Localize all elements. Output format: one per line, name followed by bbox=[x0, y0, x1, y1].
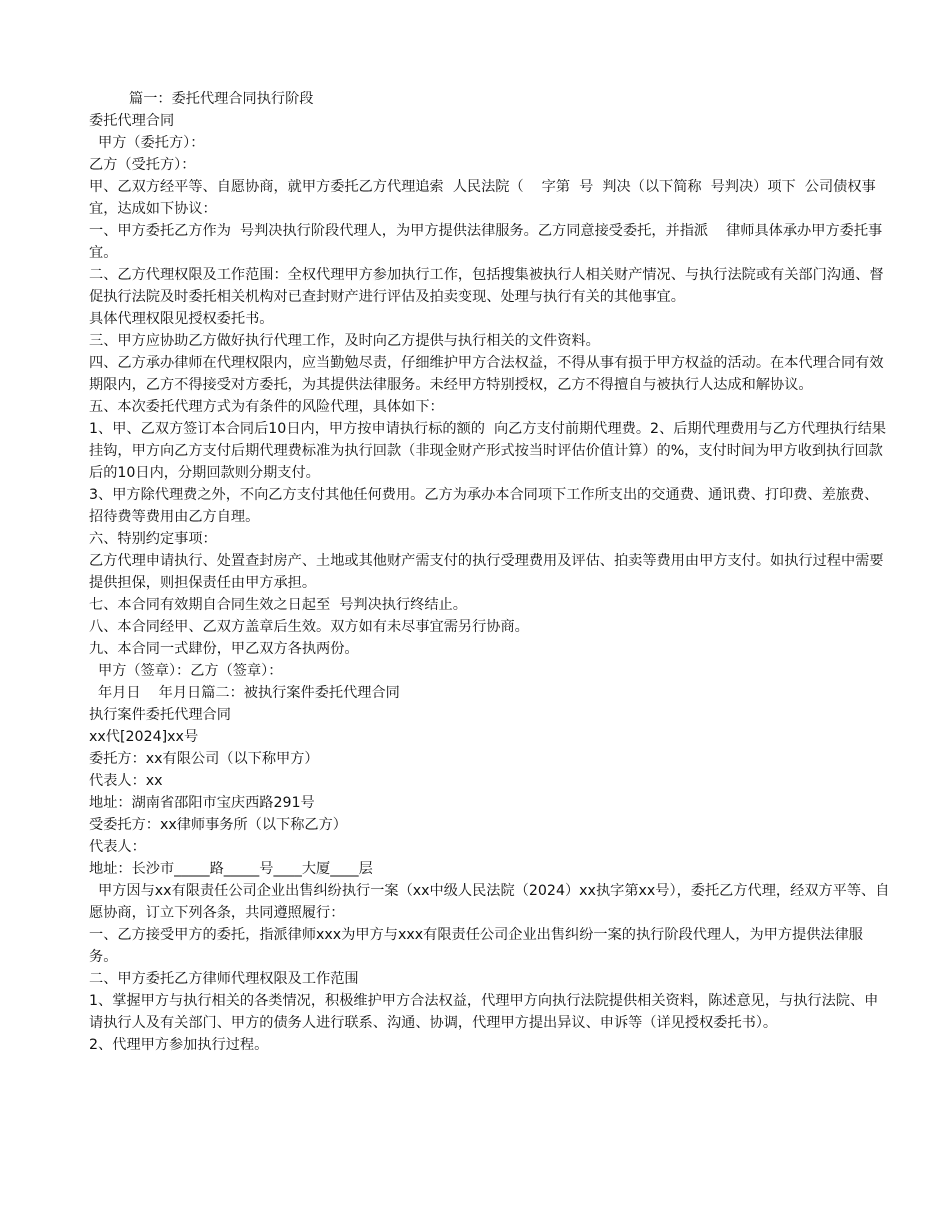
document-paragraph: 六、特别约定事项： bbox=[89, 531, 217, 547]
document-body bbox=[89, 88, 890, 1056]
document-paragraph: 五、本次委托代理方式为有条件的风险代理，具体如下： bbox=[89, 399, 444, 415]
document-paragraph: 3、甲方除代理费之外，不向乙方支付其他任何费用。乙方为承办本合同项下工作所支出的交通费、通讯费、打印费、差旅费、招待费等费用由乙方自理。 bbox=[89, 487, 879, 525]
document-paragraph: 委托方：xx有限公司（以下称甲方） bbox=[89, 751, 319, 767]
document-heading: 篇一：委托代理合同执行阶段 bbox=[129, 91, 314, 107]
document-paragraph: 七、本合同有效期自合同生效之日起至 号判决执行终结止。 bbox=[89, 597, 467, 613]
document-paragraph: 年月日 年月日篇二：被执行案件委托代理合同 bbox=[89, 685, 400, 701]
document-paragraph: 甲、乙双方经平等、自愿协商，就甲方委托乙方代理追索 人民法院（ 字第 号 判决（以下简称 号判决）项下 公司债权事宜，达成如下协议： bbox=[89, 179, 876, 217]
document-paragraph: 1、掌握甲方与执行相关的各类情况，积极维护甲方合法权益，代理甲方向执行法院提供相关资料，陈述意见，与执行法院、申请执行人及有关部门、甲方的债务人进行联系、沟通、协调，代理甲方提出异议、申诉等（详见授权委托书）。 bbox=[89, 993, 879, 1031]
document-paragraph: 八、本合同经甲、乙双方盖章后生效。双方如有未尽事宜需另行协商。 bbox=[89, 619, 529, 635]
document-paragraph: 委托代理合同 bbox=[89, 113, 175, 129]
document-paragraph: 乙方（受托方）： bbox=[89, 157, 196, 173]
document-paragraph: 一、乙方接受甲方的委托，指派律师xxx为甲方与xxx有限责任公司企业出售纠纷一案的执行阶段代理人，为甲方提供法律服务。 bbox=[89, 927, 863, 965]
document-paragraph: 二、甲方委托乙方律师代理权限及工作范围 bbox=[89, 971, 359, 987]
document-paragraph: 执行案件委托代理合同 bbox=[89, 707, 231, 723]
document-paragraph: 乙方代理申请执行、处置查封房产、土地或其他财产需支付的执行受理费用及评估、拍卖等费用由甲方支付。如执行过程中需要提供担保，则担保责任由甲方承担。 bbox=[89, 553, 884, 591]
document-paragraph: 甲方因与xx有限责任公司企业出售纠纷执行一案（xx中级人民法院（2024）xx执字第xx号），委托乙方代理，经双方平等、自愿协商，订立下列各条，共同遵照履行： bbox=[89, 883, 890, 921]
document-paragraph: 地址：长沙市_____路_____号____大厦____层 bbox=[89, 861, 373, 877]
document-paragraph: 二、乙方代理权限及工作范围：全权代理甲方参加执行工作，包括搜集被执行人相关财产情况、与执行法院或有关部门沟通、督促执行法院及时委托相关机构对已查封财产进行评估及拍卖变现、处理与执行有关的其他事宜。 bbox=[89, 267, 884, 305]
document-paragraph: 1、甲、乙双方签订本合同后10日内，甲方按申请执行标的额的 向乙方支付前期代理费。2、后期代理费用与乙方代理执行结果挂钩，甲方向乙方支付后期代理费标准为执行回款（非现金财产形式按当时评估价值计算）的%，支付时间为甲方收到执行回款后的10日内，分期回款则分期支付。 bbox=[89, 421, 887, 481]
document-paragraph: 四、乙方承办律师在代理权限内，应当勤勉尽责，仔细维护甲方合法权益，不得从事有损于甲方权益的活动。在本代理合同有效期限内，乙方不得接受对方委托，为其提供法律服务。未经甲方特别授权，乙方不得擅自与被执行人达成和解协议。 bbox=[89, 355, 884, 393]
document-paragraph: 三、甲方应协助乙方做好执行代理工作，及时向乙方提供与执行相关的文件资料。 bbox=[89, 333, 600, 349]
document-paragraph: 代表人： bbox=[89, 839, 146, 855]
document-paragraph: 代表人：xx bbox=[89, 773, 163, 789]
document-paragraph: 具体代理权限见授权委托书。 bbox=[89, 311, 274, 327]
document-paragraph: 2、代理甲方参加执行过程。 bbox=[89, 1037, 269, 1053]
document-paragraph: 甲方（签章）：乙方（签章）： bbox=[89, 663, 283, 679]
document-paragraph: 一、甲方委托乙方作为 号判决执行阶段代理人，为甲方提供法律服务。乙方同意接受委托，并指派 律师具体承办甲方委托事宜。 bbox=[89, 223, 883, 261]
document-paragraph: 受委托方：xx律师事务所（以下称乙方） bbox=[89, 817, 347, 833]
document-paragraph: 地址：湖南省邵阳市宝庆西路291号 bbox=[89, 795, 315, 811]
document-paragraph: 甲方（委托方）： bbox=[89, 135, 205, 151]
document-paragraph: 九、本合同一式肆份，甲乙双方各执两份。 bbox=[89, 641, 359, 657]
document-paragraph: xx代[2024]xx号 bbox=[89, 729, 199, 745]
